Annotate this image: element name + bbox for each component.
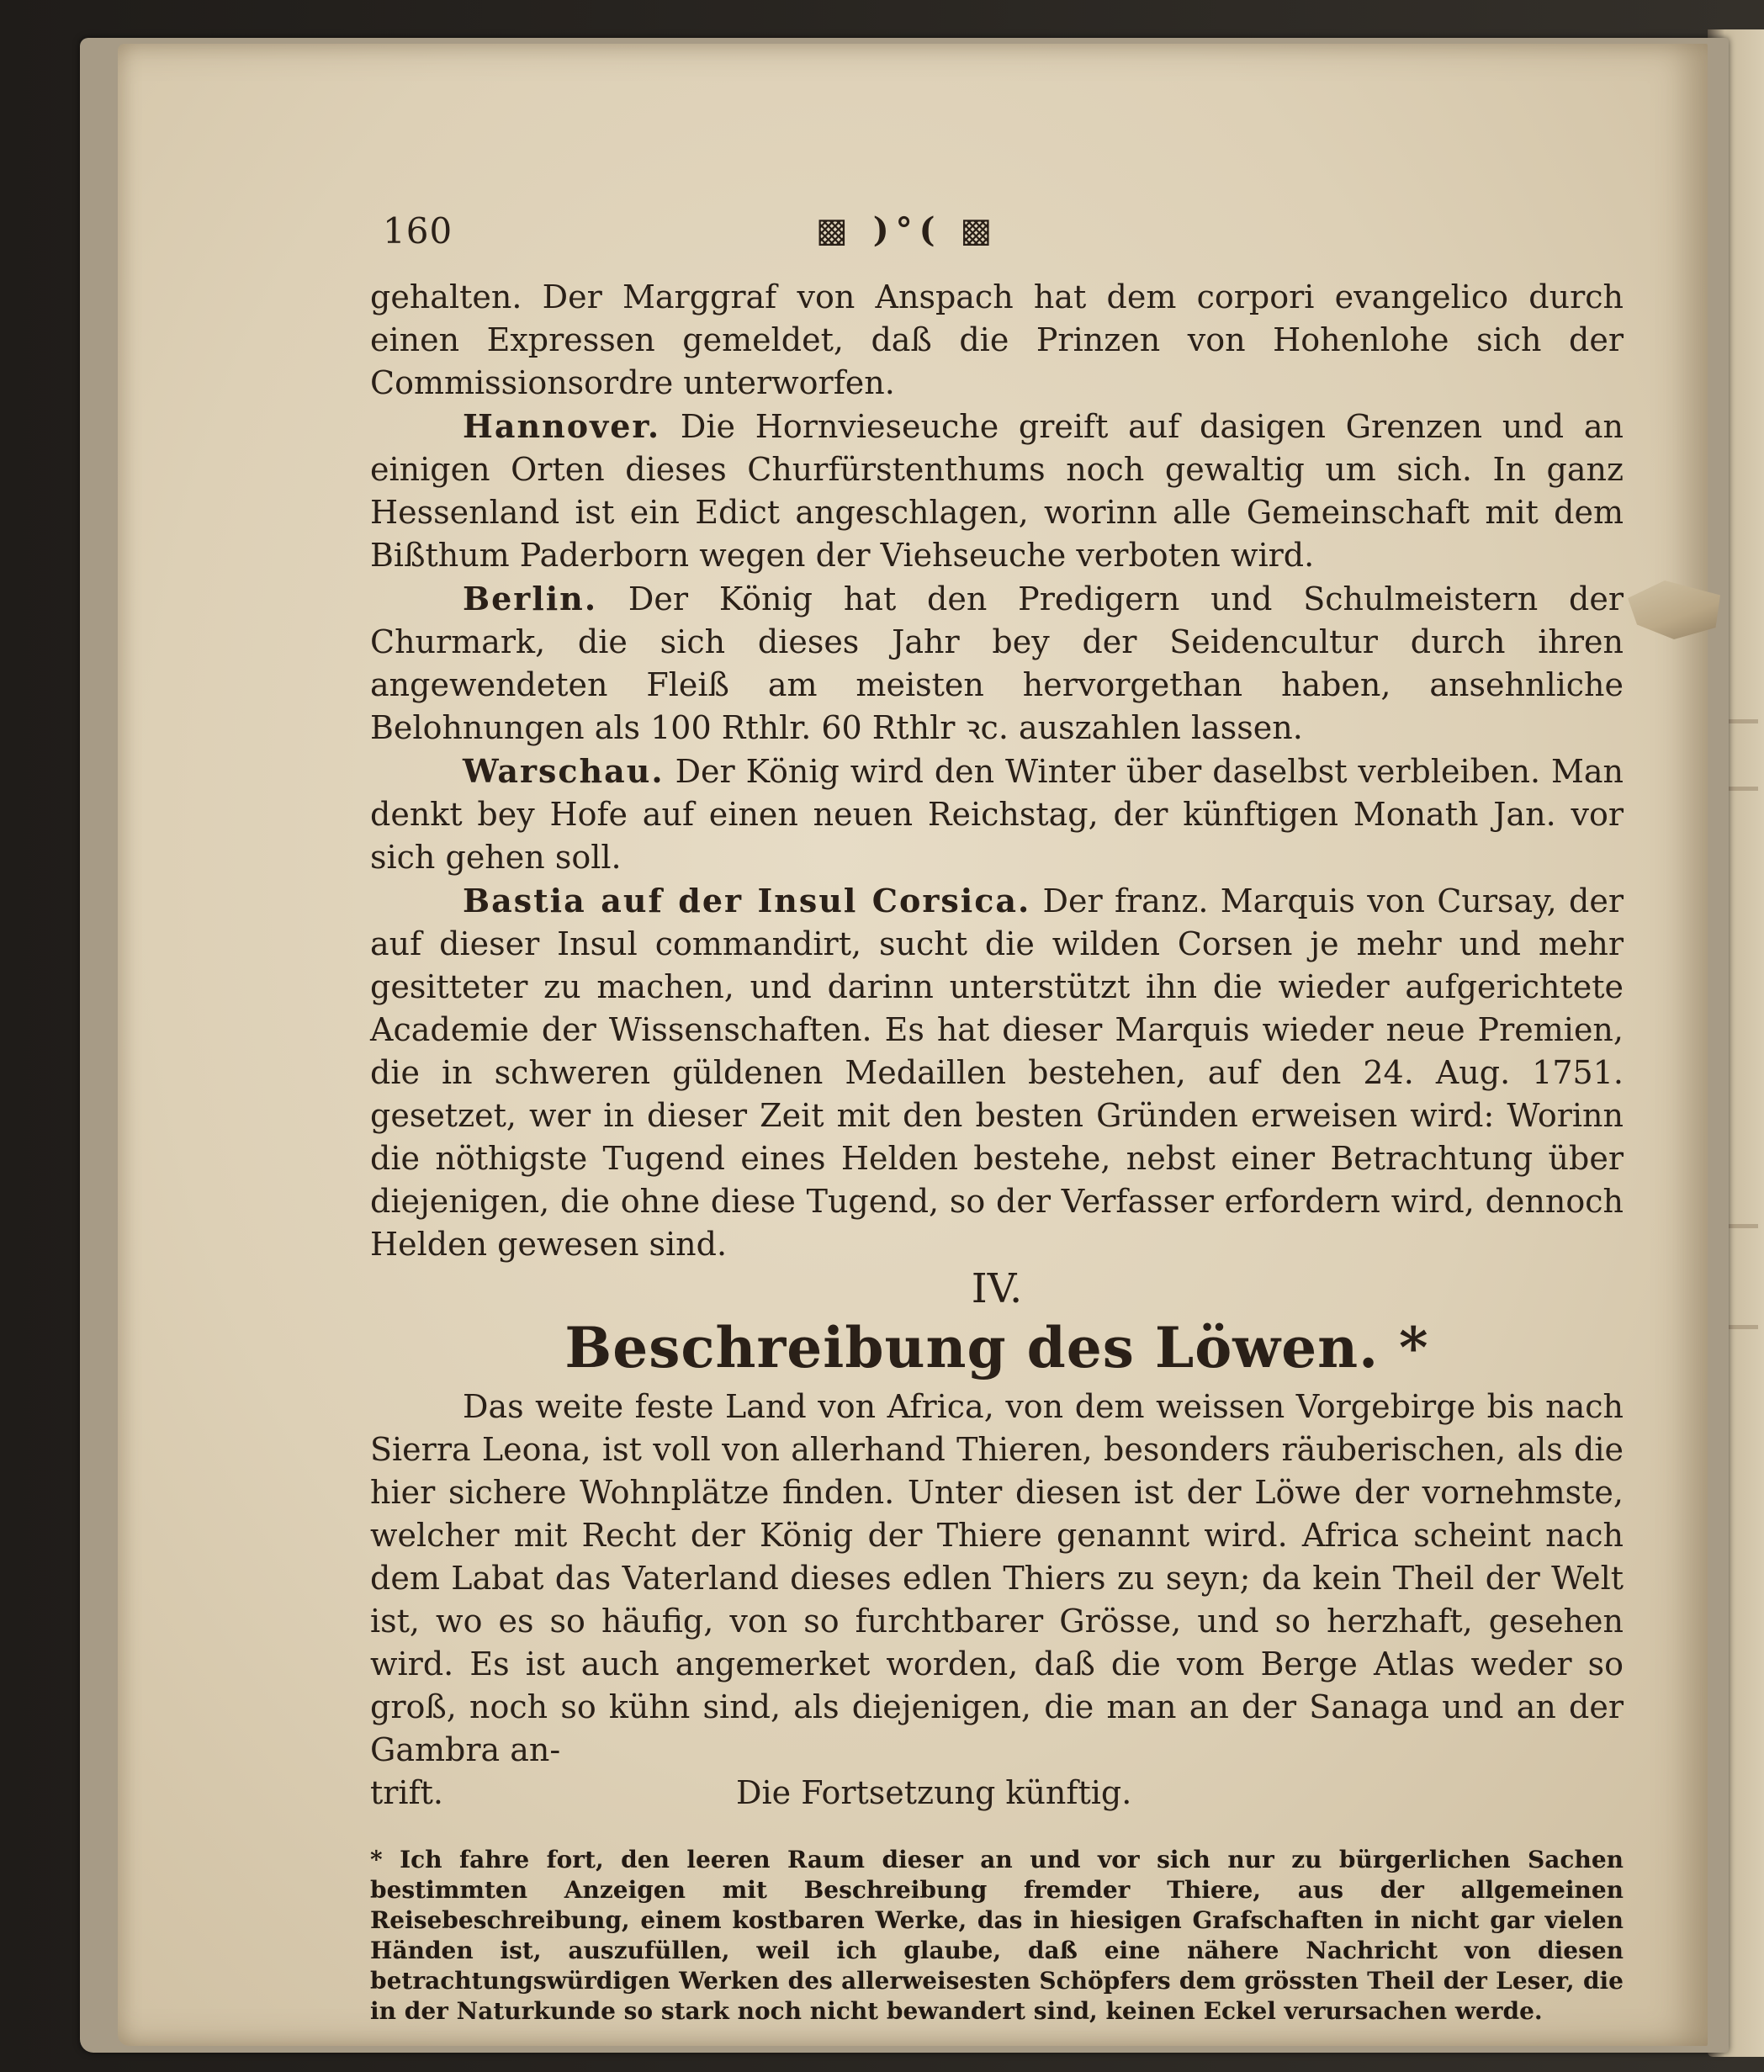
paragraph-text: Der König wird den Winter über daselbst verbleiben. Man denkt bey Hofe auf einen neuen Reichstag, der künftigen Monath Jan. vor sich gehen soll. bbox=[370, 753, 1624, 876]
continuation-note: Die Fortsetzung künftig. bbox=[736, 1774, 1132, 1811]
place-name: Hannover. bbox=[463, 407, 661, 445]
paragraph-berlin bbox=[370, 577, 1624, 750]
page-text-block bbox=[370, 210, 1624, 2027]
footnote: * Ich fahre fort, den leeren Raum dieser an und vor sich nur zu bürgerlichen Sachen bestimmten Anzeigen mit Beschreibung fremder Thiere, aus der allgemeinen Reisebeschreibung, einem kostbaren Werke, das in hiesigen Grafschaften in nicht gar vielen Händen ist, auszufüllen, weil ich glaube, daß eine nähere Nachricht von diesen betrachtungswürdigen Werken des allerweisesten Schöpfers dem grössten Theil der Leser, die in der Naturkunde so stark noch nicht bewandert sind, keinen Eckel verursachen werde. bbox=[370, 1846, 1624, 2025]
paragraph-warschau bbox=[370, 750, 1624, 879]
section-numeral: IV. bbox=[971, 1265, 1023, 1312]
paragraph-text: Die Hornvieseuche greift auf dasigen Grenzen und an einigen Orten dieses Churfürstenthums noch gewaltig um sich. In ganz Hessenland ist ein Edict angeschlagen, worinn alle Gemeinschaft mit dem Bißthum Paderborn wegen der Viehseuche verboten wird. bbox=[370, 408, 1624, 574]
paragraph-hannover bbox=[370, 405, 1624, 577]
lion-section bbox=[370, 1386, 1624, 1772]
section-title: Beschreibung des Löwen. * bbox=[564, 1315, 1429, 1380]
news-section bbox=[370, 276, 1624, 1266]
section-text: Das weite feste Land von Africa, von dem weissen Vorgebirge bis nach Sierra Leona, ist voll von allerhand Thieren, besonders räuberischen, als die hier sichere Wohnplätze finden. Unter diesen ist der Löwe der vornehmste, welcher mit Recht der König der Thiere genannt wird. Africa scheint nach dem Labat das Vaterland dieses edlen Thiers zu seyn; da kein Theil der Welt ist, wo es so häufig, von so furchtbarer Grösse, und so herzhaft, gesehen wird. Es ist auch angemerket worden, daß die vom Berge Atlas weder so groß, noch so kühn sind, als diejenigen, die man an der Sanaga und an der Gambra an- bbox=[370, 1388, 1624, 1768]
last-word: trift. bbox=[370, 1774, 444, 1811]
place-name: Berlin. bbox=[463, 580, 598, 617]
paragraph-continuation: gehalten. Der Marggraf von Anspach hat dem corpori evangelico durch einen Expressen gemeldet, daß die Prinzen von Hohenlohe sich der Commissionsordre unterworfen. bbox=[370, 278, 1624, 401]
paragraph-text: Der König hat den Predigern und Schulmeistern der Churmark, die sich dieses Jahr bey der Seidencultur durch ihren angewendeten Fleiß am meisten hervorgethan haben, ansehnliche Belohnungen als 100 Rthlr. 60 Rthlr ꝛc. auszahlen lassen. bbox=[370, 580, 1624, 746]
running-header bbox=[370, 210, 1624, 261]
place-name: Warschau. bbox=[463, 752, 665, 790]
place-name: Bastia auf der Insul Corsica. bbox=[463, 882, 1031, 919]
header-ornament: ▩ )°( ▩ bbox=[816, 210, 999, 250]
page-number: 160 bbox=[383, 210, 453, 252]
paragraph-text: Der franz. Marquis von Cursay, der auf dieser Insul commandirt, sucht die wilden Corsen je mehr und mehr gesitteter zu machen, und darinn unterstützt ihn die wieder aufgerichtete Academie der Wissenschaften. Es hat dieser Marquis wieder neue Premien, die in schweren güldenen Medaillen bestehen, auf den 24. Aug. 1751. gesetzet, wer in dieser Zeit mit den besten Gründen erweisen wird: Worinn die nöthigste Tugend eines Helden bestehe, nebst einer Betrachtung über diejenigen, die ohne diese Tugend, so der Verfasser erfordern wird, dennoch Helden gewesen sind. bbox=[370, 882, 1624, 1263]
continuation-line bbox=[370, 1772, 1624, 1815]
paragraph-bastia bbox=[370, 879, 1624, 1266]
